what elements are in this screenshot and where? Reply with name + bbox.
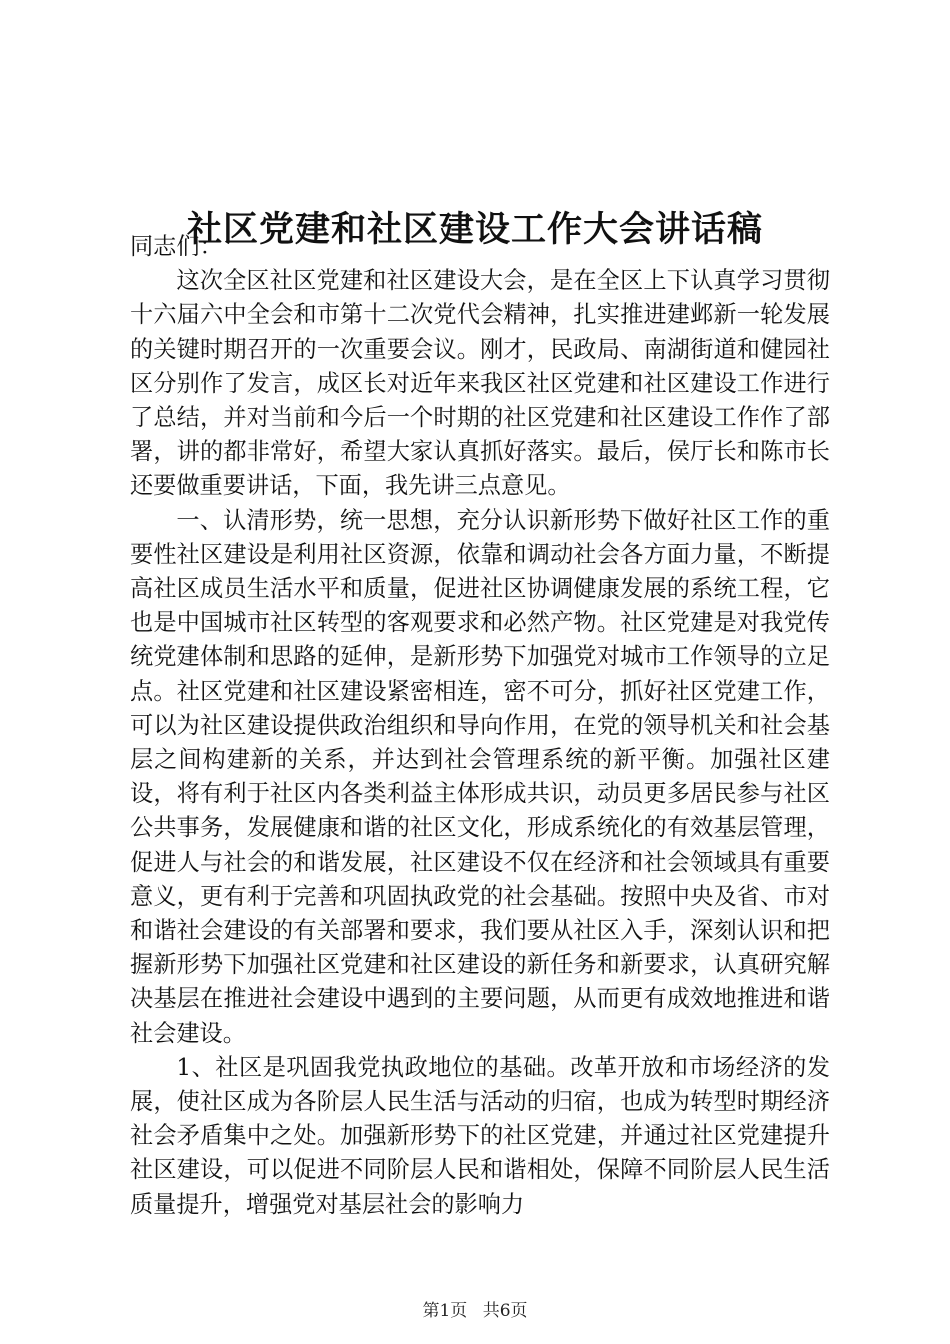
document-body bbox=[130, 230, 830, 1222]
page-footer bbox=[0, 1299, 950, 1323]
page-total: 共6页 bbox=[482, 1301, 528, 1321]
page-number: 第1页 bbox=[422, 1301, 468, 1321]
paragraph-section-one: 一、认清形势，统一思想，充分认识新形势下做好社区工作的重要性社区建设是利用社区资源，依靠和调动社会各方面力量，不断提高社区成员生活水平和质量，促进社区协调健康发展的系统工程，它也是中国城市社区转型的客观要求和必然产物。社区党建是对我党传统党建体制和思路的延伸，是新形势下加强党对城市工作领导的立足点。社区党建和社区建设紧密相连，密不可分，抓好社区党建工作，可以为社区建设提供政治组织和导向作用，在党的领导机关和社会基层之间构建新的关系，并达到社会管理系统的新平衡。加强社区建设，将有利于社区内各类利益主体形成共识，动员更多居民参与社区公共事务，发展健康和谐的社区文化，形成系统化的有效基层管理，促进人与社会的和谐发展，社区建设不仅在经济和社会领域具有重要意义，更有利于完善和巩固执政党的社会基础。按照中央及省、市对和谐社会建设的有关部署和要求，我们要从社区入手，深刻认识和把握新形势下加强社区党建和社区建设的新任务和新要求，认真研究解决基层在推进社会建设中遇到的主要问题，从而更有成效地推进和谐社会建设。 bbox=[130, 506, 830, 1047]
paragraph-point-one: 1、社区是巩固我党执政地位的基础。改革开放和市场经济的发展，使社区成为各阶层人民生活与活动的归宿，也成为转型时期经济社会矛盾集中之处。加强新形势下的社区党建，并通过社区党建提升社区建设，可以促进不同阶层人民和谐相处，保障不同阶层人民生活质量提升，增强党对基层社会的影响力 bbox=[130, 1053, 830, 1218]
document-title: 社区党建和社区建设工作大会讲话稿 bbox=[186, 209, 763, 251]
paragraph-intro: 这次全区社区党建和社区建设大会，是在全区上下认真学习贯彻十六届六中全会和市第十二次党代会精神，扎实推进建邺新一轮发展的关键时期召开的一次重要会议。刚才，民政局、南湖街道和健园社区分别作了发言，成区长对近年来我区社区党建和社区建设工作进行了总结，并对当前和今后一个时期的社区党建和社区建设工作作了部署，讲的都非常好，希望大家认真抓好落实。最后，侯厅长和陈市长还要做重要讲话，下面，我先讲三点意见。 bbox=[130, 267, 830, 500]
salutation: 同志们： bbox=[130, 233, 223, 260]
